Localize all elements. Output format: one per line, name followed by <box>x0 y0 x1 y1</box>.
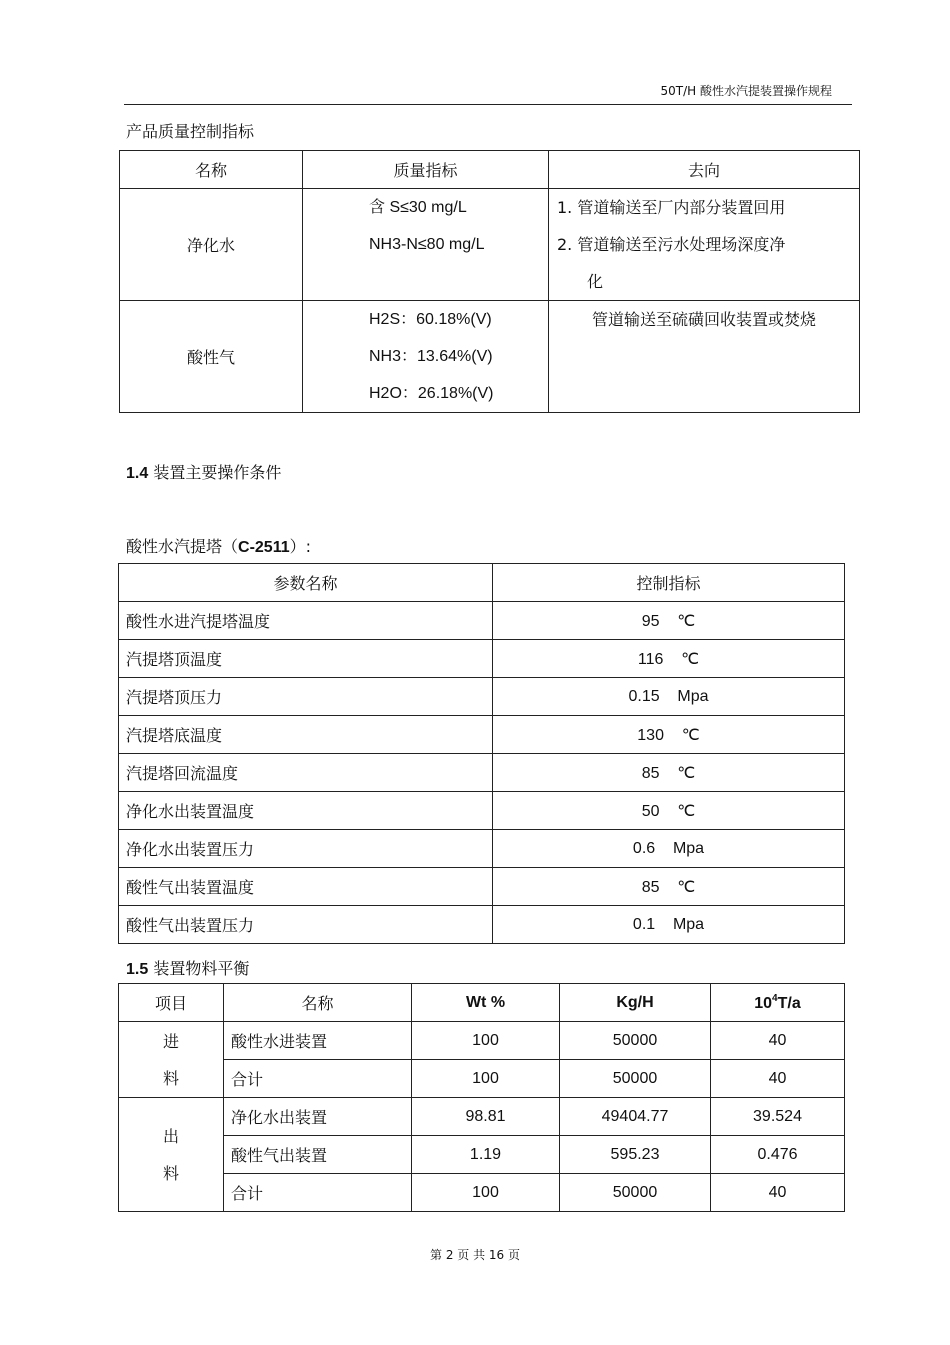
page-footer: 第 2 页 共 16 页 <box>430 1248 520 1262</box>
balance-kgh: 50000 <box>560 1022 711 1060</box>
balance-wt: 98.81 <box>412 1098 560 1136</box>
balance-kgh: 50000 <box>560 1060 711 1098</box>
quality-col-name: 名称 <box>120 151 303 189</box>
stripper-param-name: 汽提塔底温度 <box>119 716 493 754</box>
balance-name: 净化水出装置 <box>224 1098 412 1136</box>
stripper-table <box>118 563 845 944</box>
balance-table <box>118 983 845 1212</box>
header-rule <box>124 104 852 105</box>
quality-row-specs <box>303 301 549 413</box>
balance-group-label: 出 料 <box>119 1098 224 1212</box>
stripper-control-value: 130 ℃ <box>493 716 845 754</box>
spec-line: NH3：13.64%(V) <box>369 348 493 365</box>
balance-name: 合计 <box>224 1174 412 1212</box>
dest-line: 2. 管道输送至污水处理场深度净 <box>557 235 786 254</box>
spec-line: NH3-N≤80 mg/L <box>369 236 485 253</box>
balance-row <box>119 1136 845 1174</box>
quality-row-specs <box>303 189 549 301</box>
spec-line: 含 S≤30 mg/L <box>369 199 467 216</box>
quality-col-spec: 质量指标 <box>303 151 549 189</box>
quality-row-dest <box>549 189 860 301</box>
balance-name: 酸性水进装置 <box>224 1022 412 1060</box>
stripper-control-value: 50 ℃ <box>493 792 845 830</box>
dest-line: 1. 管道输送至厂内部分装置回用 <box>557 198 786 217</box>
quality-heading: 产品质量控制指标 <box>126 122 255 141</box>
balance-row <box>119 1060 845 1098</box>
balance-ta: 0.476 <box>711 1136 845 1174</box>
balance-wt: 100 <box>412 1060 560 1098</box>
balance-ta: 39.524 <box>711 1098 845 1136</box>
stripper-param-name: 酸性气出装置温度 <box>119 868 493 906</box>
stripper-param-name: 净化水出装置温度 <box>119 792 493 830</box>
balance-name: 酸性气出装置 <box>224 1136 412 1174</box>
section-title: 装置主要操作条件 <box>153 463 282 482</box>
stripper-row <box>119 868 845 906</box>
quality-row-dest <box>549 301 860 413</box>
stripper-control-value: 85 ℃ <box>493 754 845 792</box>
balance-wt: 100 <box>412 1174 560 1212</box>
balance-col-ta: $10^4T/a$ <box>711 984 845 1022</box>
stripper-col-param: 参数名称 <box>119 564 493 602</box>
dest-line: 管道输送至硫磺回收装置或焚烧 <box>591 310 816 329</box>
stripper-heading-suffix: ）: <box>289 537 312 556</box>
stripper-col-control: 控制指标 <box>493 564 845 602</box>
stripper-row <box>119 792 845 830</box>
balance-row <box>119 1022 845 1060</box>
stripper-row <box>119 678 845 716</box>
balance-kgh: 50000 <box>560 1174 711 1212</box>
stripper-param-name: 汽提塔回流温度 <box>119 754 493 792</box>
stripper-heading <box>126 534 311 557</box>
quality-row-name: 净化水 <box>120 189 303 301</box>
balance-row <box>119 1174 845 1212</box>
balance-row <box>119 1098 845 1136</box>
stripper-param-name: 净化水出装置压力 <box>119 830 493 868</box>
balance-ta: 40 <box>711 1174 845 1212</box>
balance-ta: 40 <box>711 1022 845 1060</box>
stripper-code: C-2511 <box>238 539 290 556</box>
balance-kgh: 49404.77 <box>560 1098 711 1136</box>
stripper-row <box>119 602 845 640</box>
stripper-control-value: 116 ℃ <box>493 640 845 678</box>
balance-wt: 1.19 <box>412 1136 560 1174</box>
balance-col-name: 名称 <box>224 984 412 1022</box>
stripper-row <box>119 640 845 678</box>
page-header-title: 50T/H 酸性水汽提装置操作规程 <box>660 84 832 98</box>
balance-col-kgh: Kg/H <box>560 984 711 1022</box>
quality-col-dest: 去向 <box>549 151 860 189</box>
dest-line: 化 <box>587 272 604 291</box>
balance-name: 合计 <box>224 1060 412 1098</box>
section-1-4-heading <box>126 460 281 483</box>
balance-col-wt: Wt % <box>412 984 560 1022</box>
balance-wt: 100 <box>412 1022 560 1060</box>
stripper-row <box>119 716 845 754</box>
stripper-control-value: 0.1 Mpa <box>493 906 845 944</box>
stripper-control-value: 0.6 Mpa <box>493 830 845 868</box>
stripper-control-value: 85 ℃ <box>493 868 845 906</box>
balance-kgh: 595.23 <box>560 1136 711 1174</box>
spec-line: H2O：26.18%(V) <box>369 385 494 402</box>
section-1-5-heading <box>126 956 249 979</box>
stripper-row <box>119 830 845 868</box>
stripper-param-name: 酸性水进汽提塔温度 <box>119 602 493 640</box>
stripper-control-value: 0.15 Mpa <box>493 678 845 716</box>
spec-line: H2S：60.18%(V) <box>369 311 492 328</box>
balance-col-item: 项目 <box>119 984 224 1022</box>
stripper-row <box>119 754 845 792</box>
section-number: 1.5 <box>126 961 149 978</box>
stripper-heading-prefix: 酸性水汽提塔（ <box>126 537 239 556</box>
quality-table <box>119 150 860 413</box>
stripper-param-name: 汽提塔顶压力 <box>119 678 493 716</box>
stripper-control-value: 95 ℃ <box>493 602 845 640</box>
stripper-row <box>119 906 845 944</box>
balance-ta: 40 <box>711 1060 845 1098</box>
section-title: 装置物料平衡 <box>153 959 250 978</box>
stripper-param-name: 汽提塔顶温度 <box>119 640 493 678</box>
stripper-param-name: 酸性气出装置压力 <box>119 906 493 944</box>
quality-row-name: 酸性气 <box>120 301 303 413</box>
balance-group-label: 进 料 <box>119 1022 224 1098</box>
section-number: 1.4 <box>126 465 149 482</box>
